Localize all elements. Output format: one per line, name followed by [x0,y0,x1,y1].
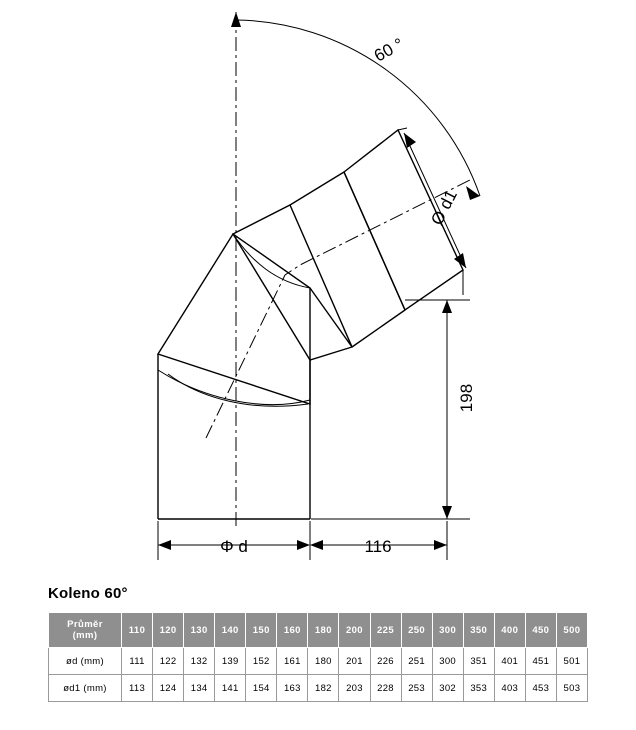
header-diameter-line2: (mm) [72,630,98,641]
header-cell-size: 120 [153,613,184,648]
table-row [49,675,588,702]
table-cell: 182 [308,675,339,702]
header-cell-size: 110 [122,613,153,648]
header-cell-size: 180 [308,613,339,648]
page-title: Koleno 60° [48,585,128,602]
table-cell: 501 [556,648,587,675]
table-cell: 403 [494,675,525,702]
table-cell: 203 [339,675,370,702]
table-cell: 201 [339,648,370,675]
table-cell: 351 [463,648,494,675]
table-row [49,648,588,675]
middle-segment-face [233,205,352,360]
diameter-d1-label: Ø d1 [427,186,461,229]
row-label: ød1 (mm) [49,675,122,702]
header-cell-size: 140 [215,613,246,648]
middle-segment-lower-right [352,310,405,347]
table-cell: 111 [122,648,153,675]
header-cell-size: 160 [277,613,308,648]
top-segment-edge-tick [398,128,407,130]
table-cell: 132 [184,648,215,675]
bottom-inner-arc-2 [158,370,310,405]
spec-table [48,612,588,702]
table-cell: 134 [184,675,215,702]
table-cell: 226 [370,648,401,675]
header-diameter-line1: Průměr [67,619,103,630]
header-cell-diameter [49,613,122,648]
table-cell: 251 [401,648,432,675]
table-cell: 353 [463,675,494,702]
middle-segment-inner-edge [310,288,352,347]
table-cell: 141 [215,675,246,702]
header-cell-size: 300 [432,613,463,648]
table-cell: 253 [401,675,432,702]
header-cell-size: 200 [339,613,370,648]
header-cell-size: 500 [556,613,587,648]
header-cell-size: 150 [246,613,277,648]
header-cell-size: 225 [370,613,401,648]
angle-arc [236,20,480,196]
dimension-arrows [158,133,466,550]
table-cell: 154 [246,675,277,702]
table-cell: 180 [308,648,339,675]
table-cell: 503 [556,675,587,702]
table-cell: 163 [277,675,308,702]
table-header-row [49,613,588,648]
table-cell: 122 [153,648,184,675]
table-cell: 300 [432,648,463,675]
table-cell: 113 [122,675,153,702]
dim-198-label: 198 [457,383,476,413]
spec-table-wrapper [48,612,588,702]
header-cell-size: 450 [525,613,556,648]
table-cell: 152 [246,648,277,675]
table-cell: 139 [215,648,246,675]
angle-label: 60 ° [370,34,407,66]
table-cell: 451 [525,648,556,675]
centerline-arrow-top [231,12,241,27]
table-cell: 161 [277,648,308,675]
row-label: ød (mm) [49,648,122,675]
header-cell-size: 130 [184,613,215,648]
diameter-d-label: Φ d [220,537,248,556]
table-cell: 228 [370,675,401,702]
header-cell-size: 400 [494,613,525,648]
table-cell: 302 [432,675,463,702]
table-cell: 401 [494,648,525,675]
spec-table-head [49,613,588,648]
dim-116-label: 116 [364,537,392,556]
bottom-segment-top-face [158,234,310,404]
angle-arc-arrow [466,186,480,200]
spec-table-body [49,648,588,702]
table-cell: 453 [525,675,556,702]
centerlines [206,12,470,530]
table-cell: 124 [153,675,184,702]
header-cell-size: 250 [401,613,432,648]
header-cell-size: 350 [463,613,494,648]
middle-top-short-edge [290,172,344,205]
